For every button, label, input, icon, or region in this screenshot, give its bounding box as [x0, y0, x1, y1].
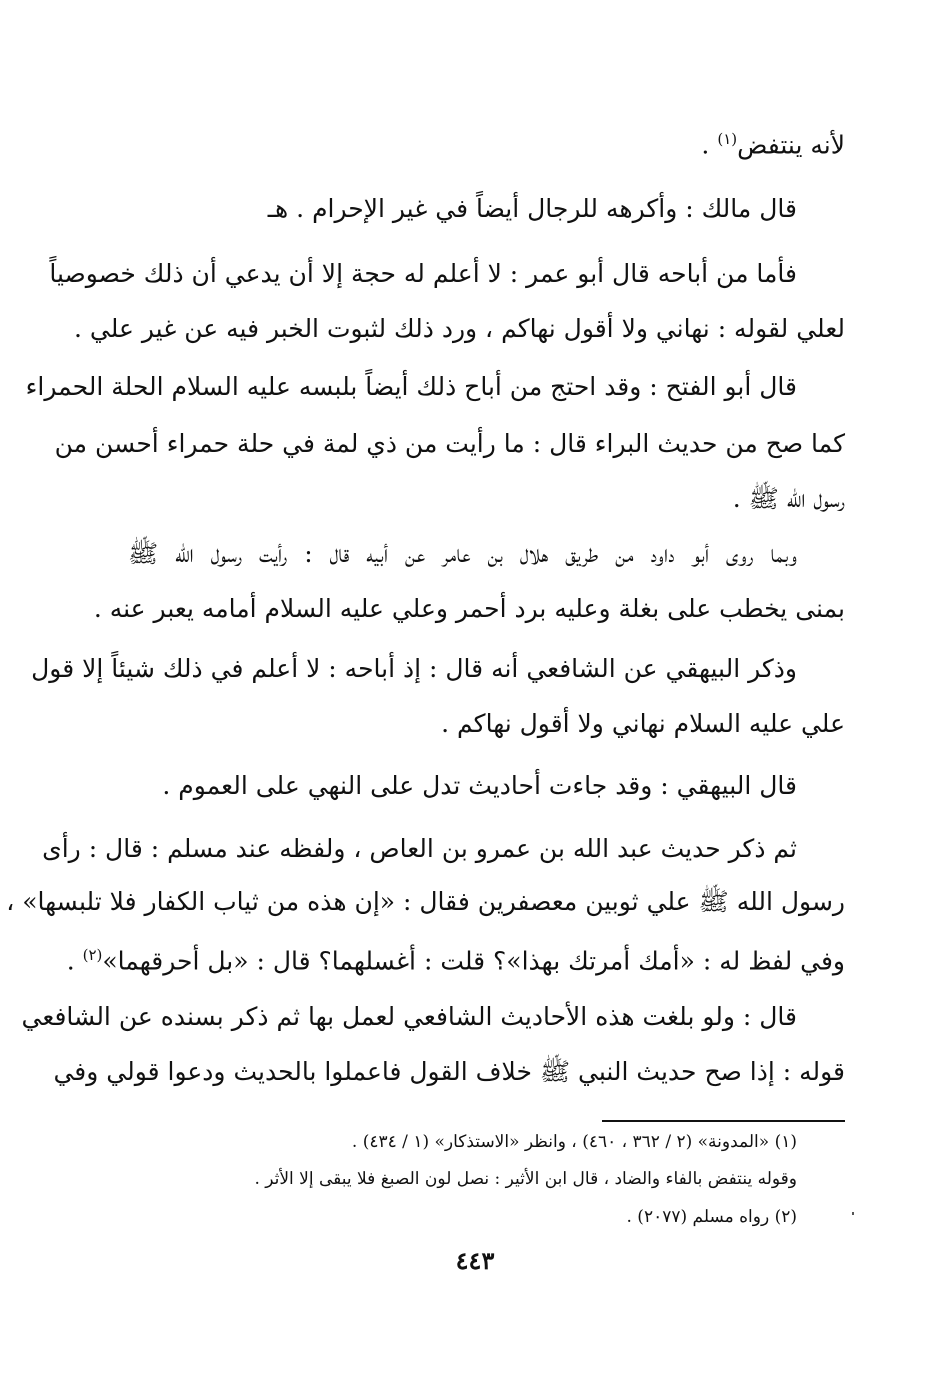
text-line-17: قوله : إذا صح حديث النبي ﷺ خلاف القول فاعملوا بالحديث ودعوا قولي وفي [53, 1057, 845, 1086]
line-end-dot: . [66, 946, 75, 976]
text-line-16: قال : ولو بلغت هذه الأحاديث الشافعي لعمل بها ثم ذكر بسنده عن الشافعي [21, 1002, 797, 1031]
text-line-6: كما صح من حديث البراء قال : ما رأيت من ذي لمة في حلة حمراء أحسن من [54, 429, 845, 458]
text-line-2: قال مالك : وأكرهه للرجال أيضاً في غير الإحرام . هـ [267, 194, 797, 223]
footnote-separator [602, 1120, 845, 1122]
scan-speck [852, 1212, 854, 1215]
page-number: ٤٤٣ [455, 1246, 495, 1275]
footnote-2: (٢) رواه مسلم (٢٠٧٧) . [626, 1207, 797, 1227]
text-line-11: علي عليه السلام نهاني ولا أقول نهاكم . [441, 709, 845, 738]
text-line-14: رسول الله ﷺ علي ثوبين معصفرين فقال : «إن هذه من ثياب الكفار فلا تلبسها» ، [6, 887, 845, 916]
text-line-12: قال البيهقي : وقد جاءت أحاديث تدل على النهي على العموم . [162, 771, 797, 800]
footnote-marker-1: (١) [717, 130, 738, 148]
text-line-3: فأما من أباحه قال أبو عمر : لا أعلم له حجة إلا أن يدعي أن ذلك خصوصياً [49, 259, 797, 288]
text-line-15-content: وفي لفظ له : «أمك أمرتك بهذا»؟ قلت : أغسلهما؟ قال : «بل أحرقهما» [102, 946, 845, 976]
text-line-13: ثم ذكر حديث عبد الله بن عمرو بن العاص ، ولفظه عند مسلم : قال : رأى [42, 834, 797, 863]
text-line-10: وذكر البيهقي عن الشافعي أنه قال : إذ أباحه : لا أعلم في ذلك شيئاً إلا قول [31, 654, 797, 683]
line-end-dot: . [701, 130, 710, 160]
text-line-1-content: لأنه ينتفض [737, 130, 845, 160]
footnote-marker-2: (٢) [82, 946, 103, 964]
text-line-1 [701, 122, 845, 162]
text-line-9: بمنى يخطب على بغلة وعليه برد أحمر وعلي عليه السلام أمامه يعبر عنه . [93, 594, 845, 623]
text-line-5: قال أبو الفتح : وقد احتج من أباح ذلك أيضاً بلبسه عليه السلام الحلة الحمراء [25, 372, 797, 401]
text-line-7: رسول الله ﷺ . [732, 484, 845, 513]
text-line-4: لعلي لقوله : نهاني ولا أقول نهاكم ، ورد ذلك لثبوت الخبر فيه عن غير علي . [74, 314, 845, 343]
text-line-15 [67, 938, 845, 978]
footnote-1: (١) «المدونة» (٢ / ٣٦٢ ، ٤٦٠) ، وانظر «الاستذكار» (١ / ٤٣٤) . [351, 1132, 797, 1152]
footnote-1-continued: وقوله ينتفض بالفاء والضاد ، قال ابن الأثير : نصل لون الصبغ فلا يبقى إلا الأثر . [254, 1169, 797, 1189]
text-line-8: وبما روى أبو داود من طريق هلال بن عامر عن أبيه قال : رأيت رسول الله ﷺ [128, 539, 797, 568]
